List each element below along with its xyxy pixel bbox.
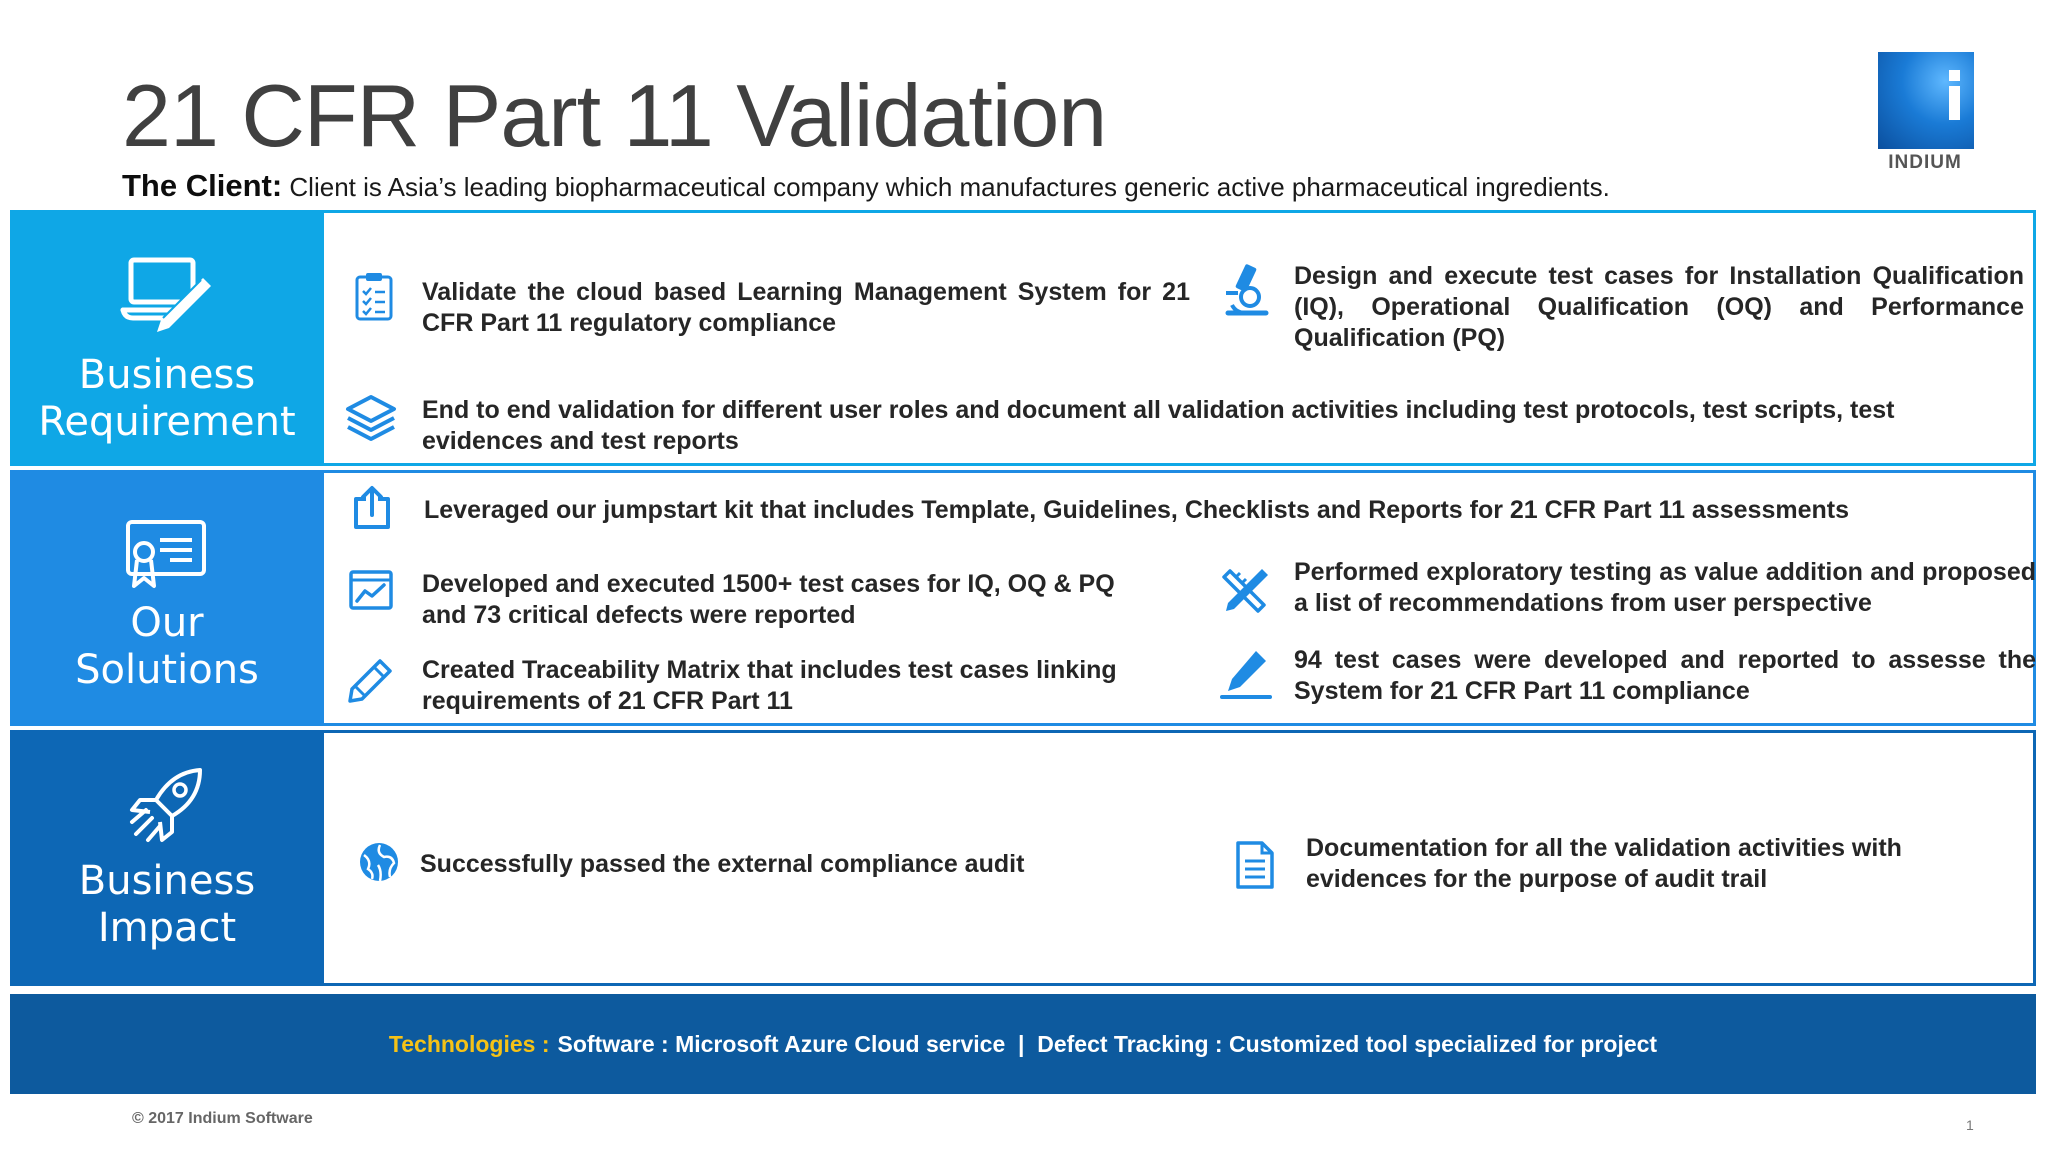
client-label: The Client: bbox=[122, 168, 283, 203]
laptop-pen-icon bbox=[117, 246, 217, 346]
document-icon bbox=[1234, 839, 1276, 891]
solution-item-jumpstart-kit-text: Leveraged our jumpstart kit that includes Template, Guidelines, Checklists and Reports for 21 CFR Part 11 assessments bbox=[424, 496, 1849, 524]
business-impact-label-panel bbox=[10, 730, 324, 986]
business-impact-content bbox=[324, 730, 2036, 986]
business-impact-title-line1: Business bbox=[78, 858, 256, 904]
business-requirement-title bbox=[38, 352, 295, 446]
business-requirement-title-line2: Requirement bbox=[38, 399, 296, 445]
solution-item-test-cases-executed-text: Developed and executed 1500+ test cases for IQ, OQ & PQ and 73 critical defects were reported bbox=[422, 570, 1115, 629]
impact-item-audit-passed-text: Successfully passed the external compliance audit bbox=[420, 850, 1025, 878]
pen-line-icon bbox=[1220, 649, 1272, 701]
business-requirement-content bbox=[324, 210, 2036, 466]
requirement-item-lms-validation-text: Validate the cloud based Learning Management System for 21 CFR Part 11 regulatory compliance bbox=[422, 278, 1190, 337]
logo-i-dot bbox=[1949, 70, 1960, 81]
indium-logo bbox=[1874, 52, 1976, 176]
business-impact-title bbox=[79, 858, 255, 952]
solution-item-exploratory-testing-text: Performed exploratory testing as value addition and proposed a list of recommendations from user perspective bbox=[1294, 558, 2036, 617]
client-description bbox=[122, 166, 1942, 207]
our-solutions-section bbox=[10, 470, 2036, 726]
our-solutions-title-line1: Our bbox=[130, 600, 204, 646]
copyright-notice: © 2017 Indium Software bbox=[132, 1110, 313, 1127]
business-impact-title-line2: Impact bbox=[97, 905, 237, 951]
our-solutions-title-line2: Solutions bbox=[75, 647, 259, 693]
pencil-ruler-icon bbox=[1222, 565, 1270, 613]
pencil-icon bbox=[348, 657, 394, 703]
page-title: 21 CFR Part 11 Validation bbox=[122, 66, 1107, 165]
globe-icon bbox=[358, 841, 400, 883]
our-solutions-content bbox=[324, 470, 2036, 726]
business-requirement-label-panel bbox=[10, 210, 324, 466]
requirement-item-end-to-end-text: End to end validation for different user roles and document all validation activities including test protocols, test scripts, test evidences and test reports bbox=[422, 396, 1895, 455]
client-text: Client is Asia’s leading biopharmaceutical company which manufactures generic active pharmaceutical ingredients. bbox=[289, 172, 1610, 202]
chart-window-icon bbox=[348, 569, 394, 611]
business-impact-section bbox=[10, 730, 2036, 986]
layers-icon bbox=[344, 393, 398, 443]
clipboard-checklist-icon bbox=[352, 271, 398, 321]
business-requirement-title-line1: Business bbox=[78, 352, 256, 398]
microscope-icon bbox=[1222, 263, 1270, 319]
technologies-text: Software : Microsoft Azure Cloud service | Defect Tracking : Customized tool specialized for project bbox=[557, 1030, 1658, 1057]
logo-i-stem bbox=[1949, 86, 1960, 120]
requirement-item-iq-oq-pq-text: Design and execute test cases for Installation Qualification (IQ), Operational Qualification (OQ) and Performance Qualification (PQ) bbox=[1294, 262, 2024, 352]
page-number: 1 bbox=[1966, 1117, 1974, 1133]
technologies-bar bbox=[10, 994, 2036, 1094]
solution-item-traceability-matrix-text: Created Traceability Matrix that includes test cases linking requirements of 21 CFR Part 11 bbox=[422, 656, 1117, 715]
business-requirement-section bbox=[10, 210, 2036, 466]
technologies-label: Technologies : bbox=[388, 1030, 550, 1057]
our-solutions-label-panel bbox=[10, 470, 324, 726]
our-solutions-title bbox=[75, 600, 259, 694]
solution-item-94-test-cases-text: 94 test cases were developed and reported to assesse the System for 21 CFR Part 11 compliance bbox=[1294, 646, 2036, 705]
share-export-icon bbox=[350, 485, 394, 531]
certificate-icon bbox=[124, 516, 210, 592]
rocket-icon bbox=[122, 766, 212, 846]
impact-item-documentation-text: Documentation for all the validation activities with evidences for the purpose of audit trail bbox=[1306, 834, 1902, 893]
logo-wordmark: INDIUM bbox=[1888, 152, 1962, 173]
